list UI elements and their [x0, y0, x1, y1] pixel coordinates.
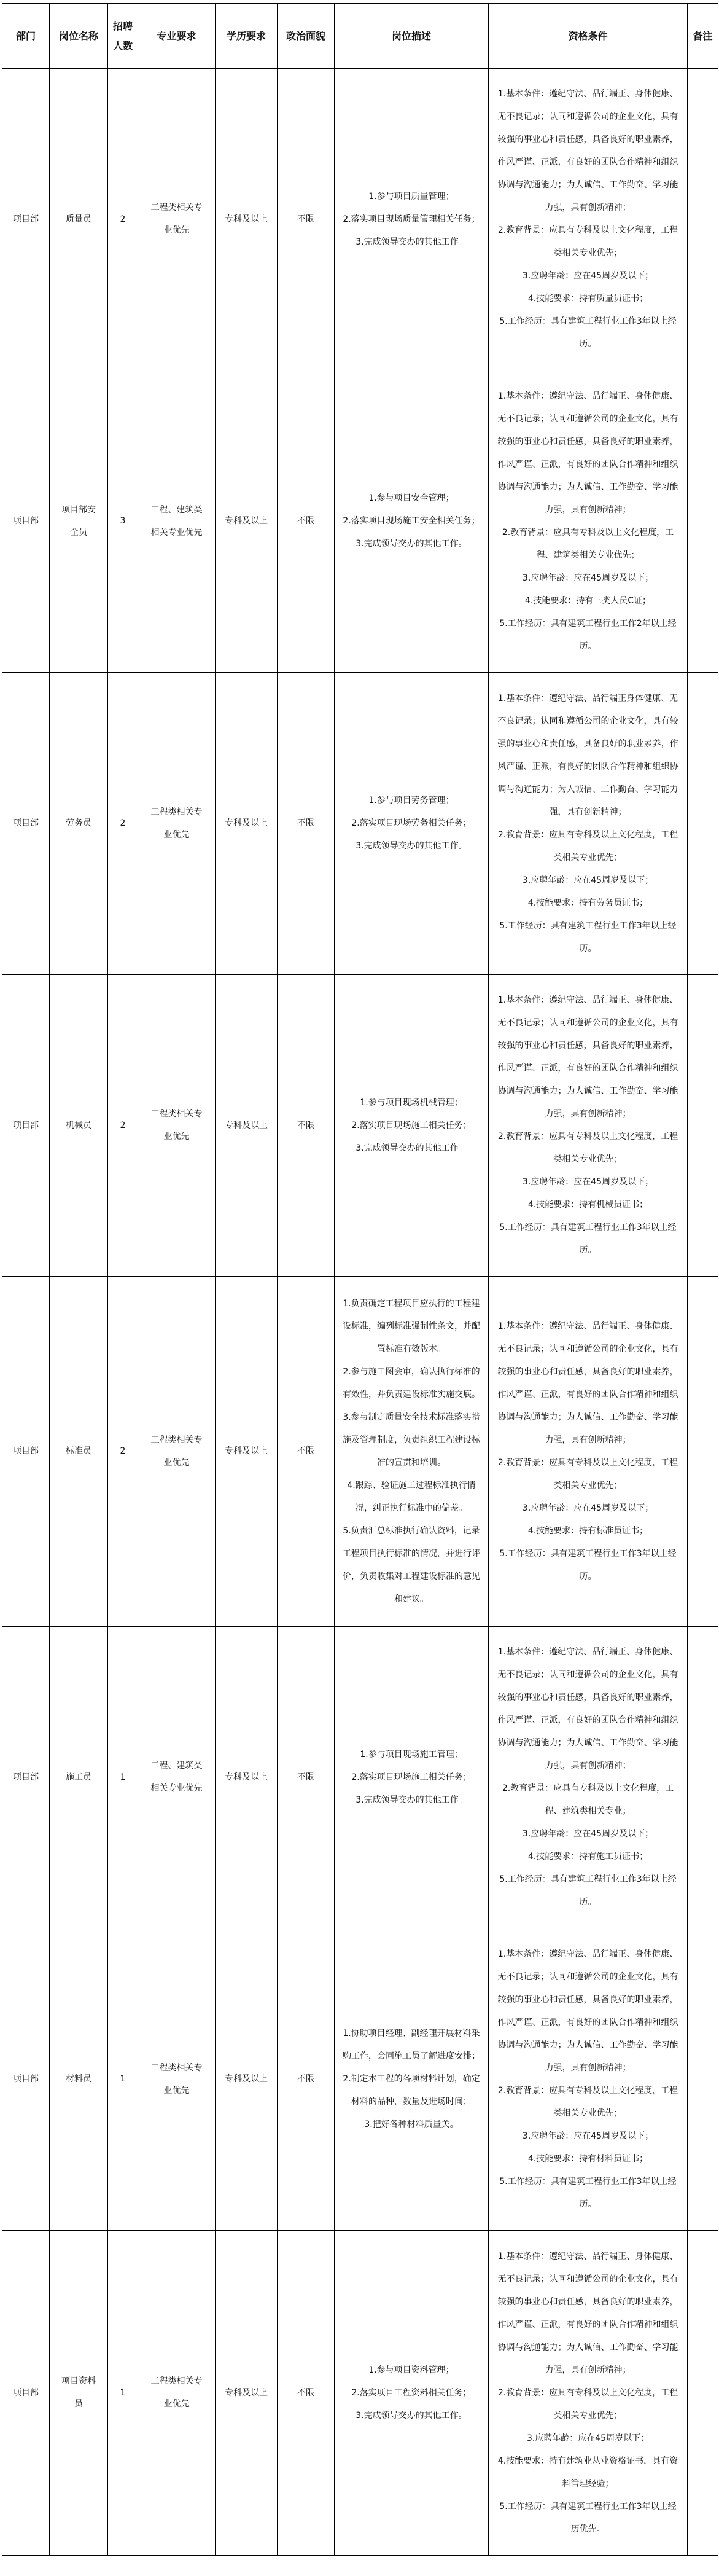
qualification-cell [489, 69, 688, 370]
dept-cell: 项目部 [2, 975, 50, 1277]
qualification-item: 1.基本条件：遵纪守法、品行端正、身体健康、无不良记录；认同和遵循公司的企业文化，具有较强的事业心和责任感，具备良好的职业素养，作风严谨、正派，有良好的团队合作精神和组织协调与沟通能力；为人诚信、工作勤奋、学习能力强，具有创新精神； [497, 391, 678, 515]
education-cell: 专科及以上 [216, 975, 278, 1277]
qualification-item: 4.技能要求：持有机械员证书； [527, 1200, 648, 1210]
header-dept: 部门 [2, 4, 50, 69]
education-cell: 专科及以上 [216, 1928, 278, 2231]
qualification-item: 3.应聘年龄：应在45周岁及以下； [522, 2131, 654, 2141]
political-cell: 不限 [278, 370, 335, 673]
count-cell: 2 [108, 69, 138, 370]
qualification-cell [489, 1627, 688, 1928]
position-cell: 标准员 [50, 1277, 108, 1627]
position-cell: 施工员 [50, 1627, 108, 1928]
qualification-item: 3.应聘年龄：应在45周岁及以下； [522, 875, 654, 885]
table-row [2, 1928, 718, 2231]
qualification-item: 3.应聘年龄：应在45周岁以下； [526, 2433, 650, 2443]
qualification-item: 1.基本条件：遵纪守法、品行端正身体健康、无不良记录；认同和遵循公司的企业文化，具有较强的事业心和责任感，具备良好的职业素养，作风严谨、正派，有良好的团队合作精神和组织协调与沟通能力；为人诚信、工作勤奋、学习能力强，具有创新精神； [497, 693, 678, 817]
table-row [2, 370, 718, 673]
dept-cell: 项目部 [2, 370, 50, 673]
description-item: 1.参与项目质量管理； [368, 191, 454, 202]
qualification-item: 5.工作经历：具有建筑工程行业工作3年以上经历。 [499, 1548, 677, 1581]
dept-cell: 项目部 [2, 2231, 50, 2556]
note-cell [688, 673, 718, 975]
description-cell [335, 69, 489, 370]
note-cell [688, 1627, 718, 1928]
description-item: 3.完成领导交办的其他工作。 [356, 1795, 467, 1805]
education-cell: 专科及以上 [216, 1277, 278, 1627]
dept-cell: 项目部 [2, 1277, 50, 1627]
major-cell: 工程类相关专业优先 [138, 2231, 216, 2556]
dept-cell: 项目部 [2, 69, 50, 370]
position-cell: 项目部安全员 [50, 370, 108, 673]
description-item: 2.制定本工程的各项材料计划，确定材料的品种，数量及进场时间； [343, 2074, 480, 2107]
political-cell: 不限 [278, 1277, 335, 1627]
description-item: 1.参与项目现场机械管理； [360, 1097, 463, 1108]
qualification-item: 5.工作经历：具有建筑工程行业工作3年以上经历优先。 [499, 2501, 677, 2534]
description-item: 2.落实项目现场施工安全相关任务； [343, 516, 480, 526]
qualification-item: 4.技能要求：持有材料员证书； [527, 2153, 648, 2164]
qualification-cell [489, 1928, 688, 2231]
qualification-cell [489, 370, 688, 673]
qualification-item: 4.技能要求：持有施工员证书； [527, 1852, 648, 1862]
position-cell: 项目资料员 [50, 2231, 108, 2556]
description-item: 2.落实项目现场质量管理相关任务； [343, 214, 480, 224]
qualification-item: 3.应聘年龄：应在45周岁及以下； [522, 1503, 654, 1513]
qualification-item: 5.工作经历：具有建筑工程行业工作3年以上经历。 [499, 2176, 677, 2209]
qualification-item: 5.工作经历：具有建筑工程行业工作3年以上经历。 [499, 316, 677, 349]
qualification-item: 1.基本条件：遵纪守法、品行端正、身体健康、无不良记录；认同和遵循公司的企业文化，具有较强的事业心和责任感，具备良好的职业素养，作风严谨、正派，有良好的团队合作精神和组织协调与沟通能力；为人诚信、工作勤奋、学习能力强，具有创新精神； [497, 995, 678, 1119]
position-cell: 机械员 [50, 975, 108, 1277]
header-description: 岗位描述 [335, 4, 489, 69]
header-qualification: 资格条件 [489, 4, 688, 69]
description-item: 3.完成领导交办的其他工作。 [356, 1143, 467, 1153]
political-cell: 不限 [278, 1627, 335, 1928]
qualification-item: 3.应聘年龄：应在45周岁及以下； [522, 1177, 654, 1187]
qualification-item: 2.教育背景：应具有专科及以上文化程度，工程类相关专业优先； [497, 829, 678, 863]
qualification-item: 1.基本条件：遵纪守法、品行端正、身体健康、无不良记录；认同和遵循公司的企业文化，具有较强的事业心和责任感，具备良好的职业素养，作风严谨、正派，有良好的团队合作精神和组织协调与沟通能力；为人诚信、工作勤奋、学习能力强，具有创新精神； [497, 2251, 678, 2375]
note-cell [688, 1928, 718, 2231]
description-item: 4.跟踪、验证施工过程标准执行情况，纠正执行标准中的偏差。 [347, 1480, 476, 1513]
qualification-item: 4.技能要求：持有建筑业从业资格证书，具有资料管理经验； [497, 2456, 678, 2489]
qualification-item: 2.教育背景：应具有专科及以上文化程度，工程类相关专业优先； [497, 225, 678, 258]
count-cell: 1 [108, 1627, 138, 1928]
description-cell [335, 1627, 489, 1928]
qualification-cell [489, 2231, 688, 2556]
major-cell: 工程类相关专业优先 [138, 673, 216, 975]
description-item: 1.参与项目安全管理； [368, 493, 454, 503]
table-row [2, 69, 718, 370]
header-row [2, 4, 718, 69]
qualification-item: 5.工作经历：具有建筑工程行业工作2年以上经历。 [499, 618, 677, 651]
position-cell: 材料员 [50, 1928, 108, 2231]
table-row [2, 1627, 718, 1928]
qualification-item: 5.工作经历：具有建筑工程行业工作3年以上经历。 [499, 1874, 677, 1907]
qualification-item: 4.技能要求：持有标准员证书； [527, 1525, 648, 1536]
qualification-item: 1.基本条件：遵纪守法、品行端正、身体健康、无不良记录；认同和遵循公司的企业文化，具有较强的事业心和责任感，具备良好的职业素养，作风严谨、正派，有良好的团队合作精神和组织协调与沟通能力；为人诚信、工作勤奋、学习能力强，具有创新精神； [497, 1949, 678, 2073]
qualification-item: 2.教育背景：应具有专科及以上文化程度，工程类相关专业优先； [497, 1457, 678, 1490]
dept-cell: 项目部 [2, 1928, 50, 2231]
education-cell: 专科及以上 [216, 1627, 278, 1928]
major-cell: 工程类相关专业优先 [138, 1277, 216, 1627]
table-row [2, 673, 718, 975]
description-item: 3.把好各种材料质量关。 [364, 2120, 459, 2129]
description-item: 3.参与制定质量安全技术标准落实措施及管理制度，负责组织工程建设标准的宣贯和培训。 [343, 1412, 480, 1468]
description-item: 3.完成领导交办的其他工作。 [356, 841, 467, 851]
position-cell: 劳务员 [50, 673, 108, 975]
education-cell: 专科及以上 [216, 69, 278, 370]
political-cell: 不限 [278, 975, 335, 1277]
description-item: 1.参与项目资料管理； [368, 2365, 454, 2375]
qualification-item: 4.技能要求：持有劳务员证书； [527, 898, 648, 908]
education-cell: 专科及以上 [216, 370, 278, 673]
qualification-item: 5.工作经历：具有建筑工程行业工作3年以上经历。 [499, 920, 677, 953]
description-cell [335, 1928, 489, 2231]
description-item: 1.负责确定工程项目应执行的工程建设标准，编列标准强制性条文，并配置标准有效版本。 [343, 1298, 480, 1354]
count-cell: 1 [108, 1928, 138, 2231]
description-cell [335, 1277, 489, 1627]
education-cell: 专科及以上 [216, 2231, 278, 2556]
dept-cell: 项目部 [2, 673, 50, 975]
qualification-cell [489, 975, 688, 1277]
major-cell: 工程类相关专业优先 [138, 975, 216, 1277]
qualification-item: 5.工作经历：具有建筑工程行业工作3年以上经历。 [499, 1223, 677, 1255]
political-cell: 不限 [278, 1928, 335, 2231]
header-position: 岗位名称 [50, 4, 108, 69]
qualification-item: 2.教育背景：应具有专科及以上文化程度，工程类相关专业优先； [497, 2387, 678, 2421]
description-item: 2.参与施工图会审，确认执行标准的有效性，并负责建设标准实施交底。 [343, 1366, 480, 1400]
description-cell [335, 2231, 489, 2556]
header-major: 专业要求 [138, 4, 216, 69]
education-cell: 专科及以上 [216, 673, 278, 975]
count-cell: 2 [108, 975, 138, 1277]
header-political: 政治面貌 [278, 4, 335, 69]
political-cell: 不限 [278, 673, 335, 975]
description-item: 1.协助项目经理、副经理开展材料采购工作，会同施工员了解进度安排； [343, 2029, 480, 2061]
qualification-item: 2.教育背景：应具有专科及以上文化程度，工程类相关专业优先； [497, 2085, 678, 2118]
table-row [2, 2231, 718, 2556]
qualification-item: 1.基本条件：遵纪守法、品行端正、身体健康、无不良记录；认同和遵循公司的企业文化，具有较强的事业心和责任感，具备良好的职业素养，作风严谨、正派，有良好的团队合作精神和组织协调与沟通能力；为人诚信、工作勤奋、学习能力强，具有创新精神； [497, 1647, 678, 1771]
qualification-item: 2.教育背景：应具有专科及以上文化程度，工程、建筑类相关专业优先； [502, 527, 674, 560]
qualification-item: 3.应聘年龄：应在45周岁及以下； [522, 271, 654, 281]
description-cell [335, 370, 489, 673]
major-cell: 工程、建筑类相关专业优先 [138, 370, 216, 673]
table-row [2, 1277, 718, 1627]
qualification-item: 4.技能要求：持有质量员证书； [527, 294, 648, 303]
count-cell: 1 [108, 2231, 138, 2556]
qualification-item: 2.教育背景：应具有专科及以上文化程度，工程类相关专业优先； [497, 1132, 678, 1164]
position-cell: 质量员 [50, 69, 108, 370]
description-item: 2.落实项目工程资料相关任务； [351, 2387, 472, 2398]
major-cell: 工程类相关专业优先 [138, 1928, 216, 2231]
description-item: 3.完成领导交办的其他工作。 [356, 237, 467, 247]
description-item: 1.参与项目劳务管理； [368, 796, 454, 805]
description-item: 3.完成领导交办的其他工作。 [356, 539, 467, 549]
note-cell [688, 2231, 718, 2556]
qualification-item: 1.基本条件：遵纪守法、品行端正、身体健康、无不良记录；认同和遵循公司的企业文化，具有较强的事业心和责任感，具备良好的职业素养，作风严谨、正派，有良好的团队合作精神和组织协调与沟通能力；为人诚信、工作勤奋、学习能力强，具有创新精神； [497, 1321, 678, 1445]
note-cell [688, 1277, 718, 1627]
description-item: 2.落实项目现场施工相关任务； [351, 1120, 472, 1130]
qualification-item: 1.基本条件：遵纪守法、品行端正、身体健康、无不良记录；认同和遵循公司的企业文化，具有较强的事业心和责任感，具备良好的职业素养，作风严谨、正派，有良好的团队合作精神和组织协调与沟通能力；为人诚信、工作勤奋、学习能力强，具有创新精神； [497, 89, 678, 213]
count-cell: 2 [108, 673, 138, 975]
description-item: 1.参与项目现场施工管理； [360, 1749, 463, 1760]
political-cell: 不限 [278, 2231, 335, 2556]
description-item: 3.完成领导交办的其他工作。 [356, 2410, 467, 2421]
table-row [2, 975, 718, 1277]
description-cell [335, 673, 489, 975]
description-cell [335, 975, 489, 1277]
header-note: 备注 [688, 4, 718, 69]
dept-cell: 项目部 [2, 1627, 50, 1928]
qualification-item: 3.应聘年龄：应在45周岁及以下； [522, 573, 654, 583]
header-education: 学历要求 [216, 4, 278, 69]
recruitment-table [2, 3, 718, 2556]
major-cell: 工程类相关专业优先 [138, 69, 216, 370]
qualification-item: 4.技能要求：持有三类人员C证； [524, 595, 651, 606]
count-cell: 2 [108, 1277, 138, 1627]
major-cell: 工程、建筑类相关专业优先 [138, 1627, 216, 1928]
description-item: 2.落实项目现场劳务相关任务； [351, 818, 472, 828]
note-cell [688, 370, 718, 673]
description-item: 2.落实项目现场施工相关任务； [351, 1772, 472, 1782]
description-item: 5.负责汇总标准执行确认资料，记录工程项目执行标准的情况，并进行评价，负责收集对工程建设标准的意见和建议。 [343, 1525, 480, 1604]
qualification-cell [489, 673, 688, 975]
note-cell [688, 975, 718, 1277]
note-cell [688, 69, 718, 370]
count-cell: 3 [108, 370, 138, 673]
qualification-item: 2.教育背景：应具有专科及以上文化程度，工程、建筑类相关专业； [502, 1783, 674, 1816]
political-cell: 不限 [278, 69, 335, 370]
qualification-item: 3.应聘年龄：应在45周岁及以下； [522, 1829, 654, 1839]
header-count: 招聘人数 [108, 4, 138, 69]
qualification-cell [489, 1277, 688, 1627]
